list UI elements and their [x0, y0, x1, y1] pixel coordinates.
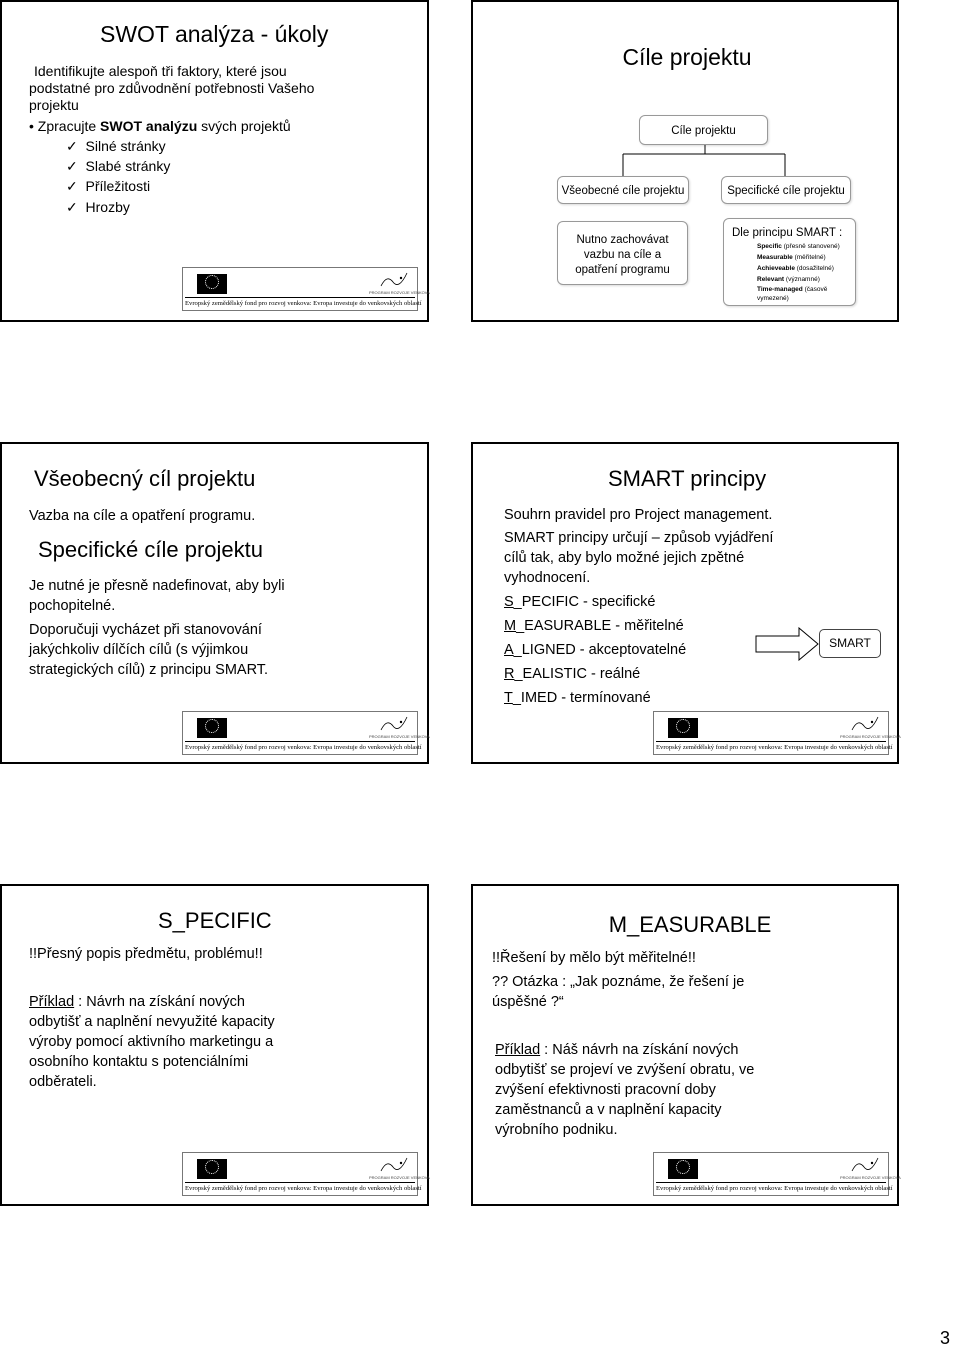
smart-box-label: SMART — [829, 636, 871, 650]
check-label: Příležitosti — [85, 178, 151, 194]
slide-title: Všeobecný cíl projektu — [34, 466, 256, 491]
text-line: Souhrn pravidel pro Project management. — [504, 507, 773, 523]
specific-goals-box — [721, 176, 851, 204]
rural-program-icon — [850, 714, 880, 734]
bullet-text-bold: SWOT analýzu — [100, 118, 198, 134]
program-small-text: PROGRAM ROZVOJE VENKOVA — [840, 734, 901, 739]
check-item — [66, 158, 170, 175]
program-small-text: PROGRAM ROZVOJE VENKOVA — [840, 1175, 901, 1180]
slide-title: SMART principy — [607, 466, 767, 491]
smart-item: R_EALISTIC - reálné — [504, 666, 641, 682]
text-line: ?? Otázka : „Jak poznáme, že řešení je — [492, 974, 745, 990]
check-item — [66, 199, 130, 216]
program-small-text: PROGRAM ROZVOJE VENKOVA — [369, 1175, 430, 1180]
smart-line: Measurable (měřitelné) — [757, 254, 826, 261]
rural-program-icon — [379, 714, 409, 734]
specific-goals-label: Specifické cíle projektu — [727, 185, 845, 197]
smart-item: T_IMED - termínované — [504, 690, 651, 706]
example-label: Příklad — [495, 1042, 541, 1058]
check-item — [66, 138, 166, 155]
smart-box — [819, 629, 881, 658]
right-arrow-icon — [755, 627, 819, 661]
check-icon: ✓ — [66, 178, 78, 194]
example-line: Příklad : Návrh na získání nových — [29, 994, 245, 1010]
check-label: Slabé stránky — [85, 158, 171, 174]
text-line: osobního kontaktu s potenciálními — [29, 1054, 249, 1070]
slide-smart-principles — [471, 442, 899, 764]
text-line: jakýchkoliv dílčích cílů (s výjimkou — [29, 642, 249, 658]
text-line: strategických cílů) z principu SMART. — [29, 662, 269, 678]
check-icon: ✓ — [66, 138, 78, 154]
text-line: !!Řešení by mělo být měřitelné!! — [492, 950, 696, 966]
page-number: 3 — [940, 1328, 951, 1348]
check-label: Silné stránky — [85, 138, 166, 154]
intro-line: podstatné pro zdůvodnění potřebnosti Vašeho — [29, 80, 315, 96]
slide-title: M_EASURABLE — [608, 912, 772, 937]
text-line: Doporučuji vycházet při stanovování — [29, 622, 262, 638]
text-line: výrobního podniku. — [495, 1122, 618, 1138]
detail-line: opatření programu — [575, 264, 670, 276]
bullet-text-post: svých projektů — [197, 118, 291, 134]
slide-subtitle: Specifické cíle projektu — [38, 537, 263, 562]
intro-line: Identifikujte alespoň tři faktory, které jsou — [34, 63, 287, 79]
rural-program-icon — [379, 1155, 409, 1175]
slide-specific — [0, 884, 429, 1206]
eu-flag-icon — [668, 1159, 698, 1179]
main-bullet — [29, 118, 291, 134]
intro-line: projektu — [29, 97, 79, 113]
text-line: SMART principy určují – způsob vyjádření — [504, 530, 774, 546]
root-goal-label: Cíle projektu — [671, 125, 736, 137]
smart-line: Time-managed (časově — [757, 286, 828, 293]
smart-head: Dle principu SMART : — [732, 227, 843, 239]
program-small-text: PROGRAM ROZVOJE VENKOVA — [369, 734, 430, 739]
eu-fund-caption: Evropský zemědělský fond pro rozvoj venkova: Evropa investuje do venkovských oblastí — [656, 1185, 893, 1192]
eu-logo — [182, 711, 430, 755]
text-line: !!Přesný popis předmětu, problému!! — [29, 946, 263, 962]
slide-swot — [0, 0, 429, 322]
eu-flag-icon — [197, 274, 227, 294]
eu-logo — [653, 1152, 901, 1196]
eu-fund-caption: Evropský zemědělský fond pro rozvoj venkova: Evropa investuje do venkovských oblastí — [656, 744, 893, 751]
smart-line: Achieveable (dosažitelné) — [757, 265, 834, 272]
eu-logo — [182, 1152, 430, 1196]
eu-logo — [653, 711, 901, 755]
eu-fund-caption: Evropský zemědělský fond pro rozvoj venkova: Evropa investuje do venkovských oblastí — [185, 1185, 422, 1192]
text-line: zaměstnanců a v naplnění kapacity — [495, 1102, 722, 1118]
text-line: vyhodnocení. — [504, 570, 591, 586]
rural-program-icon — [379, 270, 409, 290]
smart-item: M_EASURABLE - měřitelné — [504, 618, 684, 634]
smart-item: S_PECIFIC - specifické — [504, 594, 656, 610]
check-label: Hrozby — [85, 199, 130, 215]
text-line: Je nutné je přesně nadefinovat, aby byli — [29, 578, 285, 594]
eu-flag-icon — [668, 718, 698, 738]
slide-general-goal — [0, 442, 429, 764]
slide-title: S_PECIFIC — [158, 908, 272, 933]
eu-logo — [182, 267, 430, 311]
general-goals-label: Všeobecné cíle projektu — [561, 185, 685, 197]
eu-fund-caption: Evropský zemědělský fond pro rozvoj venkova: Evropa investuje do venkovských oblastí — [185, 744, 422, 751]
smart-detail-box — [723, 218, 856, 306]
text-line: Vazba na cíle a opatření programu. — [29, 508, 256, 524]
eu-flag-icon — [197, 718, 227, 738]
general-goals-detail — [557, 221, 688, 285]
smart-line: Specific (přesně stanovené) — [757, 243, 840, 250]
text-line: pochopitelné. — [29, 598, 116, 614]
text-line: výroby pomocí aktivního marketingu a — [29, 1034, 274, 1050]
text-line: odběrateli. — [29, 1074, 97, 1090]
program-small-text: PROGRAM ROZVOJE VENKOVA — [369, 290, 430, 295]
slide-title: Cíle projektu — [622, 44, 752, 70]
example-line: Příklad : Náš návrh na získání nových — [495, 1042, 739, 1058]
slide-project-goals — [471, 0, 899, 322]
text-line: zvýšení efektivnosti pracovní doby — [495, 1082, 716, 1098]
rural-program-icon — [850, 1155, 880, 1175]
general-goals-box — [557, 176, 689, 204]
detail-line: Nutno zachovávat — [576, 234, 669, 246]
check-item — [66, 178, 150, 195]
eu-flag-icon — [197, 1159, 227, 1179]
root-goal-box — [639, 115, 768, 145]
check-icon: ✓ — [66, 199, 78, 215]
text-line: odbytišť a naplnění nevyužité kapacity — [29, 1014, 275, 1030]
check-icon: ✓ — [66, 158, 78, 174]
text-line: cílů tak, aby bylo možné jejich zpětné — [504, 550, 745, 566]
slide-title: SWOT analýza - úkoly — [100, 21, 329, 47]
smart-item: A_LIGNED - akceptovatelné — [504, 642, 687, 658]
bullet-dot: • — [29, 118, 34, 134]
text-line: úspěšné ?“ — [492, 994, 564, 1010]
text-line: odbytišť se projeví ve zvýšení obratu, ve — [495, 1062, 755, 1078]
slide-measurable — [471, 884, 899, 1206]
bullet-text-pre: Zpracujte — [37, 118, 101, 134]
smart-line: vymezené) — [757, 295, 789, 302]
example-label: Příklad — [29, 994, 75, 1010]
eu-fund-caption: Evropský zemědělský fond pro rozvoj venkova: Evropa investuje do venkovských oblastí — [185, 300, 422, 307]
smart-line: Relevant (významné) — [757, 276, 820, 283]
detail-line: vazbu na cíle a — [583, 249, 662, 261]
